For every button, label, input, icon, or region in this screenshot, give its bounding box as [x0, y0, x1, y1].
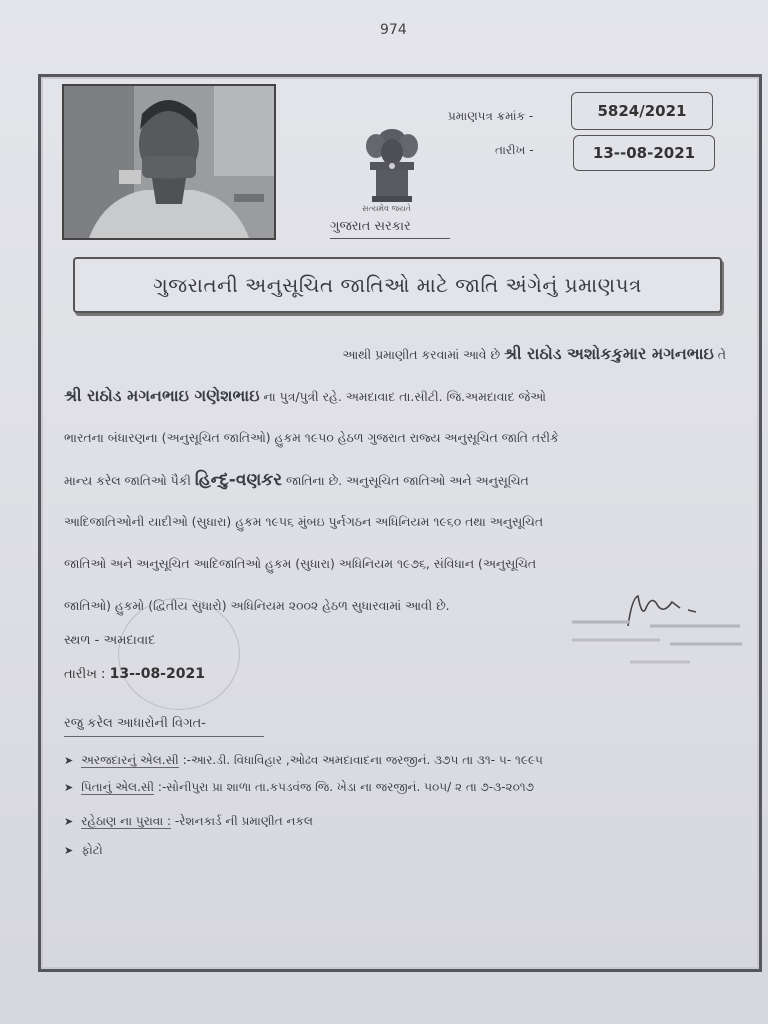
- body-line-6: જાતિઓ અને અનુસૂચિત આદિજાતિઓ હુકમ (સુધારા) અધિનિયમ ૧૯૭૬, સંવિધાન (અનુસૂચિત: [64, 556, 537, 571]
- document-item: [64, 780, 534, 795]
- government-name-underline: [330, 238, 450, 239]
- certificate-title-box: [73, 257, 722, 313]
- emblem-motto: સત્યમેવ જયતે: [362, 204, 411, 213]
- issue-date-label: તારીખ :: [64, 667, 106, 682]
- bullet-arrow-icon: ➤: [64, 754, 74, 767]
- certificate-title: ગુજરાતની અનુસૂચિત જાતિઓ માટે જાતિ અંગેનું પ્રમાણપત્ર: [153, 273, 642, 297]
- caste-name: હિન્દુ-વણકર: [194, 470, 283, 490]
- body-line-2: [64, 375, 726, 417]
- government-name: ગુજરાત સરકાર: [330, 219, 411, 234]
- page-number: 974: [380, 22, 407, 38]
- body-line-5: આદિજાતિઓની યાદીઓ (સુધારા) હુકમ ૧૯૫૬ મુંબઇ પુર્નગઠન અધિનિયમ ૧૯૬૦ તથા અનુસૂચિત: [64, 514, 544, 529]
- bullet-arrow-icon: ➤: [64, 815, 74, 828]
- place-value: અમદાવાદ: [103, 633, 156, 648]
- body-line-2-rest: ના પુત્ર/પુત્રી રહે. અમદાવાદ તા.સીટી. જિ.અમદાવાદ જેઓ: [263, 389, 546, 404]
- documents-heading: રજુ કરેલ આધારોની વિગત-: [64, 716, 206, 731]
- certificate-date: 13--08-2021: [592, 144, 696, 162]
- issue-date-row: [64, 666, 205, 682]
- body-line-4-prefix: માન્ય કરેલ જાતિઓ પૈકી: [64, 473, 191, 488]
- certificate-number-box: [571, 92, 713, 130]
- body-line-1-suffix: તે: [717, 347, 726, 362]
- certificate-date-box: [573, 135, 715, 171]
- document-item-value: :-સોનીપુરા પ્રા શાળા તા.કપડવંજ જિ. ખેડા ના જરજીનં. ૫૦૫/ ૨ તા ૭-૩-૨૦૧૭: [157, 780, 535, 794]
- document-item-value: :-આર.ડી. વિધાવિહાર ,ઓઢવ અમદાવાદના જરજીનં. ૩૭૫ તા ૩૧- ૫- ૧૯૯૫: [182, 753, 543, 767]
- document-item-label: પિતાનું એલ.સી: [81, 780, 155, 794]
- office-stamp-circle: [118, 598, 240, 710]
- body-line-1: [64, 333, 726, 375]
- father-name: શ્રી રાઠોડ મગનભાઇ ગણેશભાઇ: [64, 386, 260, 405]
- certificate-date-label: તારીખ -: [495, 143, 534, 157]
- certificate-number: 5824/2021: [597, 102, 687, 120]
- body-line-4: [64, 459, 726, 501]
- body-line-7: જાતિઓ) હુકમો (દ્વિતીય સુધારો) અધિનિયમ ૨૦૦૨ હેઠળ સુધારવામાં આવી છે.: [64, 598, 450, 613]
- faint-seal-text: [570, 612, 745, 672]
- document-item-value: -રેશનકાર્ડ ની પ્રમાણીત નકલ: [174, 814, 313, 828]
- document-item-label: રહેઠાણ ના પુરાવા :: [81, 814, 172, 828]
- bullet-arrow-icon: ➤: [64, 781, 74, 794]
- bullet-arrow-icon: ➤: [64, 844, 74, 857]
- body-line-4-suffix: જાતિના છે. અનુસૂચિત જાતિઓ અને અનુસૂચિત: [286, 473, 529, 488]
- certificate-body: [64, 333, 726, 627]
- document-item: [64, 814, 313, 829]
- document-item-label: અરજદારનું એલ.સી: [81, 753, 179, 767]
- document-item: [64, 843, 103, 858]
- documents-heading-underline: [64, 736, 264, 737]
- body-line-3: ભારતના બંધારણના (અનુસૂચિત જાતિઓ) હુકમ ૧૯૫૦ હેઠળ ગુજરાત રાજ્ય અનુસૂચિત જાતિ તરીકે: [64, 430, 559, 445]
- applicant-name: શ્રી રાઠોડ અશોકકુમાર મગનભાઇ: [504, 344, 714, 363]
- national-emblem-icon: [352, 118, 432, 213]
- issue-date-value: 13--08-2021: [109, 666, 205, 682]
- certificate-number-label: પ્રમાણપત્ર ક્રમાંક -: [448, 109, 534, 123]
- body-line-1-prefix: આથી પ્રમાણીત કરવામાં આવે છે: [342, 347, 501, 362]
- place-label: સ્થળ -: [64, 633, 100, 648]
- applicant-photo: [62, 84, 276, 240]
- document-item: [64, 753, 543, 768]
- place-row: [64, 633, 155, 648]
- document-item-label: ફોટો: [81, 843, 103, 857]
